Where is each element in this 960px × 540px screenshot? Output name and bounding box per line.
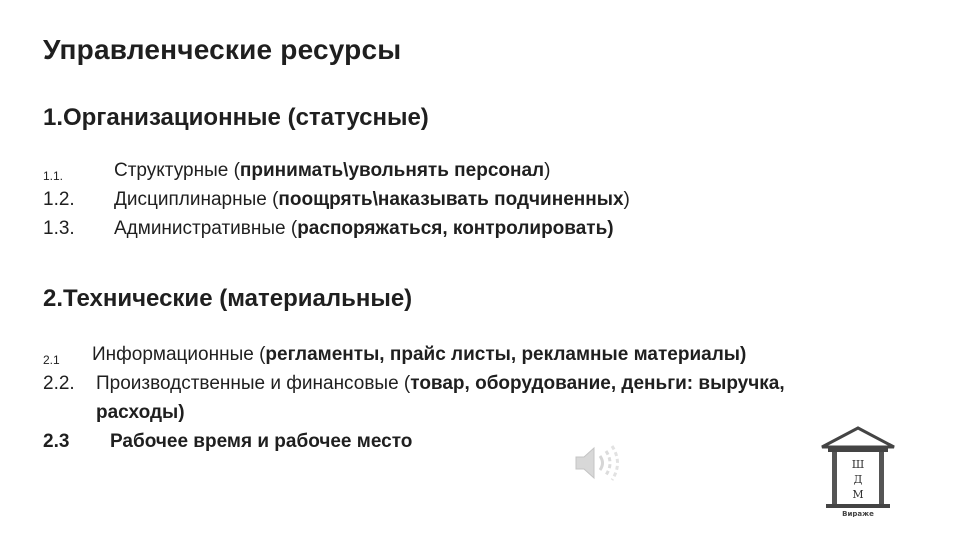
item-number: 1.3. [43, 218, 75, 239]
item-plain: Административные ( [114, 218, 298, 239]
item-bold: регламенты, прайс листы, рекламные материалы) [265, 344, 747, 365]
slide-title: Управленческие ресурсы [43, 34, 402, 65]
logo-letter: М [852, 488, 864, 501]
item-bold: принимать\увольнять персонал [239, 160, 545, 181]
item-bold: поощрять\наказывать подчиненных [278, 189, 624, 210]
item-plain: Информационные ( [92, 344, 266, 365]
item-bold: Рабочее время и рабочее место [110, 431, 413, 452]
item-plain: Дисциплинарные ( [114, 189, 279, 210]
item-text [110, 429, 412, 455]
item-text [114, 216, 614, 242]
speaker-icon[interactable] [572, 440, 628, 486]
building-logo [818, 425, 898, 517]
item-bold: товар, оборудование, деньги: выручка, [410, 373, 785, 394]
item-text [114, 158, 550, 184]
item-number: 2.2. [43, 373, 75, 394]
logo-letter: Д [853, 473, 863, 486]
item-number: 1.2. [43, 189, 75, 210]
section-1-number: 1. [43, 104, 64, 131]
logo-letter: Ш [851, 458, 865, 471]
item-plain: Структурные ( [114, 160, 240, 181]
item-bold: расходы) [96, 402, 185, 423]
item-plain: Производственные и финансовые ( [96, 373, 411, 394]
item-bold: распоряжаться, контролировать) [297, 218, 614, 239]
section-2-heading [43, 285, 412, 313]
logo-caption: Вираже [842, 510, 874, 517]
item-tail: ) [623, 189, 630, 210]
item-number: 2.1 [43, 353, 60, 367]
item-text [96, 400, 185, 426]
section-2-number: 2. [43, 285, 64, 312]
item-text [96, 371, 785, 397]
item-text [114, 187, 630, 213]
section-1-heading [43, 104, 429, 132]
item-number: 1.1. [43, 169, 64, 183]
item-text [92, 342, 746, 368]
section-1-title: Организационные (статусные) [63, 104, 429, 131]
item-number: 2.3 [43, 431, 70, 452]
item-tail: ) [544, 160, 551, 181]
section-2-title: Технические (материальные) [63, 285, 413, 312]
